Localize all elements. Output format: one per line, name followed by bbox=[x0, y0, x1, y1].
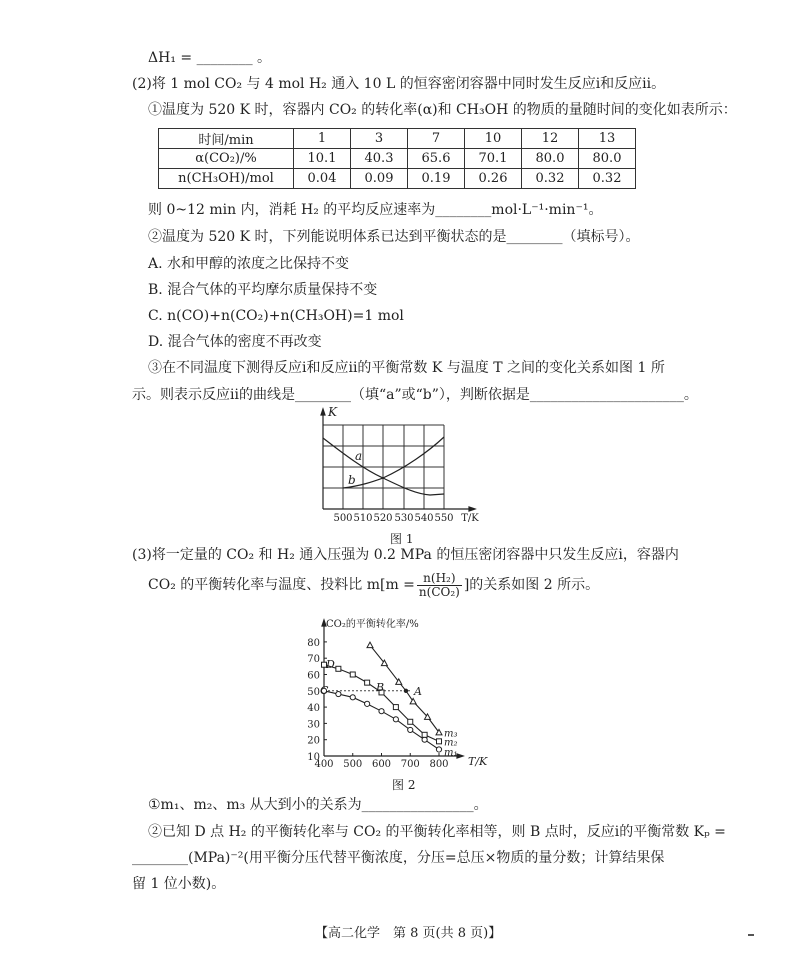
x-tick-label: 600 bbox=[371, 759, 392, 770]
figure-1-chart bbox=[300, 400, 500, 535]
table-cell: 0.04 bbox=[294, 169, 351, 189]
x-tick-label: 530 bbox=[394, 513, 414, 524]
question-2: ②温度为 520 K 时，下列能说明体系已达到平衡状态的是________（填标号）。 bbox=[148, 229, 640, 245]
table-cell: 70.1 bbox=[465, 149, 522, 169]
table-cell: 10.1 bbox=[294, 149, 351, 169]
question-3-cont: 示。则表示反应ⅱ的曲线是________（填“a”或“b”），判断依据是______________________。 bbox=[132, 387, 698, 403]
figure-2-ylabel: CO₂的平衡转化率/% bbox=[326, 619, 419, 630]
x-tick-label: 520 bbox=[373, 513, 393, 524]
table-row bbox=[159, 169, 636, 189]
y-tick-label: 30 bbox=[307, 719, 320, 731]
part3-ratio-line bbox=[148, 570, 599, 600]
part2-intro: (2)将 1 mol CO₂ 与 4 mol H₂ 通入 10 L 的恒容密闭容器中同时发生反应ⅰ和反应ⅱ。 bbox=[132, 76, 666, 92]
sub-question-2-end: 留 1 位小数)。 bbox=[132, 876, 226, 892]
option-d: D. 混合气体的密度不再改变 bbox=[148, 334, 322, 350]
x-tick-label: 500 bbox=[343, 759, 363, 770]
figure-2-caption: 图 2 bbox=[392, 778, 416, 792]
figure-1-grid bbox=[323, 425, 444, 509]
figure-2-xlabel: T/K bbox=[468, 755, 488, 768]
table-cell: 12 bbox=[522, 129, 579, 149]
table-cell: 0.32 bbox=[522, 169, 579, 189]
x-axis-label: T/K bbox=[461, 513, 479, 524]
table-cell: 80.0 bbox=[579, 149, 636, 169]
data-point-circle bbox=[365, 701, 370, 706]
ratio-text-post: ]的关系如图 2 所示。 bbox=[463, 577, 600, 593]
y-tick-label: 10 bbox=[307, 752, 320, 763]
point-c-label: C bbox=[320, 684, 329, 697]
data-point-circle bbox=[422, 737, 427, 742]
question-1-rate: 则 0~12 min 内，消耗 H₂ 的平均反应速率为________mol·L⁻¹·min⁻¹。 bbox=[148, 202, 603, 218]
ratio-text-pre: CO₂ 的平衡转化率与温度、投料比 m[m = bbox=[148, 577, 415, 593]
sub-question-2-cont: ________(MPa)⁻²(用平衡分压代替平衡浓度，分压=总压×物质的量分数；计算结果保 bbox=[132, 850, 665, 866]
option-c: C. n(CO)+n(CO₂)+n(CH₃OH)=1 mol bbox=[148, 308, 404, 324]
delta-h-line: ΔH₁ = ________ 。 bbox=[148, 50, 272, 66]
series-line-2 bbox=[324, 665, 439, 742]
table-cell: 0.26 bbox=[465, 169, 522, 189]
y-tick-label: 40 bbox=[307, 703, 320, 715]
figure-1-ylabel: K bbox=[328, 405, 337, 419]
point-b-label: B bbox=[376, 681, 385, 694]
y-tick-label: 50 bbox=[307, 686, 320, 698]
table-cell: 13 bbox=[579, 129, 636, 149]
data-point-triangle bbox=[367, 642, 373, 648]
sub-question-2: ②已知 D 点 H₂ 的平衡转化率与 CO₂ 的平衡转化率相等，则 B 点时，反应ⅰ的平衡常数 Kₚ = bbox=[148, 824, 726, 840]
table-header-row bbox=[159, 129, 636, 149]
data-point-circle bbox=[408, 727, 413, 732]
corner-mark bbox=[748, 934, 754, 936]
data-point-square bbox=[393, 705, 398, 710]
part3-intro: (3)将一定量的 CO₂ 和 H₂ 通入压强为 0.2 MPa 的恒压密闭容器中只发生反应ⅰ，容器内 bbox=[132, 547, 679, 563]
fraction-denominator: n(CO₂) bbox=[418, 584, 460, 599]
point-a-label: A bbox=[414, 685, 422, 698]
table-cell: 10 bbox=[465, 129, 522, 149]
y-tick-label: 60 bbox=[307, 670, 320, 682]
option-b: B. 混合气体的平均摩尔质量保持不变 bbox=[148, 282, 378, 298]
data-point-circle bbox=[379, 709, 384, 714]
curve-b-label: b bbox=[348, 473, 356, 487]
table-cell: 80.0 bbox=[522, 149, 579, 169]
data-point-a bbox=[404, 689, 408, 693]
table-cell: n(CH₃OH)/mol bbox=[159, 169, 294, 189]
x-tick-label: 700 bbox=[400, 759, 420, 770]
data-table bbox=[158, 128, 636, 189]
data-point-circle bbox=[350, 695, 355, 700]
fraction-numerator: n(H₂) bbox=[417, 572, 462, 586]
data-point-circle bbox=[393, 717, 398, 722]
question-1: ①温度为 520 K 时，容器内 CO₂ 的转化率(α)和 CH₃OH 的物质的量随时间的变化如表所示： bbox=[148, 102, 737, 118]
question-3: ③在不同温度下测得反应ⅰ和反应ⅱ的平衡常数 K 与温度 T 之间的变化关系如图 1 所 bbox=[148, 360, 665, 376]
data-point-circle bbox=[436, 747, 441, 752]
page-footer: 【高二化学 第 8 页(共 8 页)】 bbox=[315, 926, 502, 941]
ratio-fraction bbox=[417, 572, 462, 599]
data-point-square bbox=[365, 680, 370, 685]
table-cell: α(CO₂)/% bbox=[159, 149, 294, 169]
x-tick-label: 550 bbox=[434, 513, 454, 524]
data-point-square bbox=[336, 666, 341, 671]
table-cell: 40.3 bbox=[351, 149, 408, 169]
y-tick-label: 80 bbox=[307, 637, 320, 649]
option-a: A. 水和甲醇的浓度之比保持不变 bbox=[148, 256, 350, 272]
table-cell: 时间/min bbox=[159, 129, 294, 149]
figure-2-axes bbox=[322, 620, 463, 758]
y-tick-label: 20 bbox=[307, 735, 320, 747]
table-cell: 0.19 bbox=[408, 169, 465, 189]
table-cell: 1 bbox=[294, 129, 351, 149]
table-cell: 0.09 bbox=[351, 169, 408, 189]
data-point-square bbox=[422, 732, 427, 737]
sub-question-1: ①m₁、m₂、m₃ 从大到小的关系为________________。 bbox=[148, 797, 488, 813]
data-point-square bbox=[408, 719, 413, 724]
series-label-3: m₃ bbox=[444, 728, 458, 740]
y-tick-label: 70 bbox=[307, 654, 320, 666]
data-point-square bbox=[437, 739, 442, 744]
x-tick-label: 800 bbox=[429, 759, 449, 770]
x-tick-label: 510 bbox=[353, 513, 373, 524]
table-cell: 7 bbox=[408, 129, 465, 149]
x-tick-label: 500 bbox=[333, 513, 353, 524]
x-tick-label: 540 bbox=[414, 513, 434, 524]
curve-a-label: a bbox=[355, 449, 363, 463]
figure-1-axes bbox=[321, 409, 475, 511]
table-row bbox=[159, 149, 636, 169]
data-point-circle bbox=[336, 691, 341, 696]
figure-2-chart bbox=[290, 615, 510, 775]
x-tick-label: 400 bbox=[314, 759, 334, 770]
data-point-square bbox=[350, 672, 355, 677]
table-cell: 3 bbox=[351, 129, 408, 149]
figure-1-caption: 图 1 bbox=[390, 532, 414, 546]
series-label-2: m₂ bbox=[444, 737, 458, 749]
point-d-label: D bbox=[326, 658, 335, 671]
table-cell: 0.32 bbox=[579, 169, 636, 189]
series-label-1: m₁ bbox=[444, 747, 458, 759]
table-cell: 65.6 bbox=[408, 149, 465, 169]
